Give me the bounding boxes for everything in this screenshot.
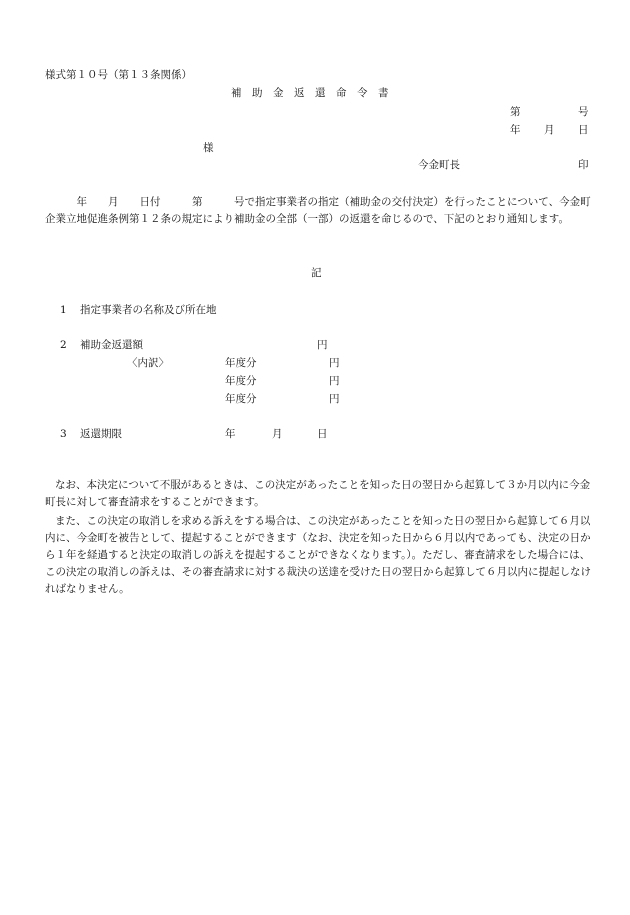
- seal-mark: 印: [578, 159, 589, 171]
- breakdown-fy: 年度分: [225, 357, 257, 369]
- item-1-label: 指定事業者の名称及び所在地: [80, 304, 217, 316]
- breakdown-fy: 年度分: [225, 393, 257, 405]
- breakdown-unit: 円: [329, 375, 340, 387]
- item-2-label: 補助金返還額: [80, 339, 143, 351]
- document-title: 補 助 金 返 還 命 令 書: [231, 87, 389, 99]
- date-month: 月: [544, 124, 555, 136]
- breakdown-label: 〈内訳〉: [127, 357, 169, 369]
- doc-number-prefix: 第: [510, 106, 521, 118]
- ki-heading: 記: [311, 267, 322, 279]
- breakdown-fy: 年度分: [225, 375, 257, 387]
- issuer-name: 今金町長: [418, 159, 460, 171]
- item-3-label: 返還期限: [80, 428, 122, 440]
- date-day: 日: [578, 124, 589, 136]
- item-1-number: 1: [60, 304, 67, 316]
- deadline-day: 日: [317, 428, 328, 440]
- breakdown-unit: 円: [329, 357, 340, 369]
- date-year: 年: [510, 124, 521, 136]
- body-paragraph: 年 月 日付 第 号で指定事業者の指定（補助金の交付決定）を行ったことについて、今金町企業立地促進条例第１２条の規定により補助金の全部（一部）の返還を命じるので、下記のとおり通知します。: [45, 196, 591, 225]
- deadline-year: 年: [225, 428, 236, 440]
- item-2-number: 2: [60, 339, 67, 351]
- breakdown-unit: 円: [329, 393, 340, 405]
- doc-number-suffix: 号: [578, 106, 589, 118]
- deadline-month: 月: [272, 428, 283, 440]
- notice-paragraph-1: なお、本決定について不服があるときは、この決定があったことを知った日の翌日から起算して３か月以内に今金町長に対して審査請求をすることができます。: [45, 479, 591, 508]
- form-label: 様式第１０号（第１３条関係）: [45, 69, 192, 81]
- item-2-unit: 円: [317, 339, 328, 351]
- notice-paragraph-2: また、この決定の取消しを求める訴えをする場合は、この決定があったことを知った日の翌日から起算して６月以内に、今金町を被告として、提起することができます（なお、決定を知った日から６月以内であっても、決定の日から１年を経過すると決定の取消しの訴えを提起することができなくなります。）。ただし、審査請求をした場合には、この決定の取消しの訴えは、その審査請求に対する裁決の送達を受けた日の翌日から起算して６月以内に提起しなければなりません。: [45, 515, 591, 595]
- addressee-suffix: 様: [203, 142, 214, 154]
- item-3-number: 3: [60, 428, 67, 440]
